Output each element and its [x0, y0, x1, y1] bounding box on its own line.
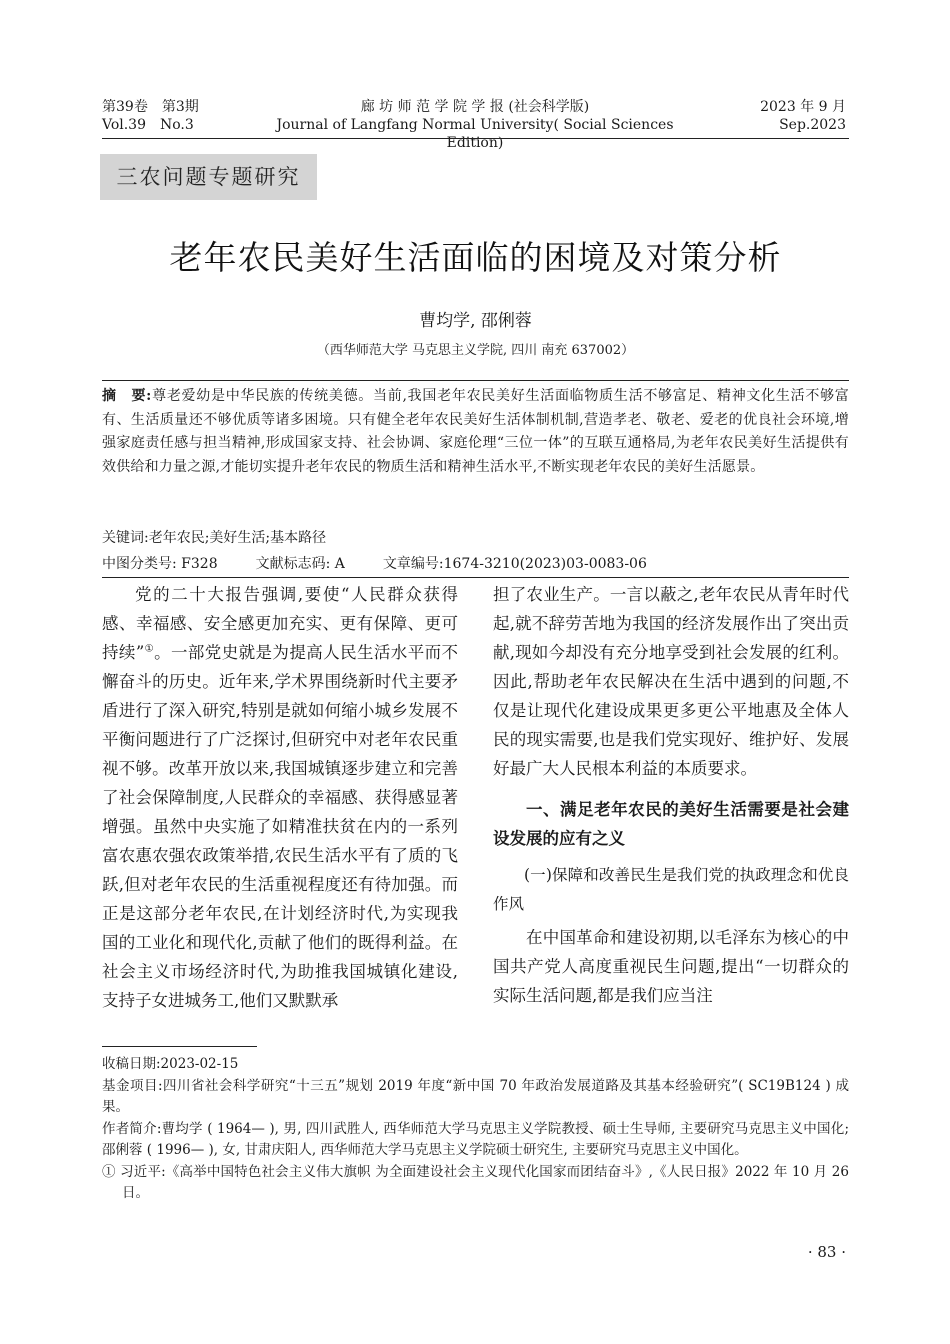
- footnote-ref: ①: [144, 643, 155, 655]
- abstract-top-rule: [102, 380, 849, 381]
- section-heading-1: 一、满足老年农民的美好生活需要是社会建设发展的应有之义: [493, 800, 849, 848]
- footnote-rule: [102, 1046, 257, 1047]
- running-header-date: [760, 98, 846, 134]
- affiliation: （西华师范大学 马克思主义学院, 四川 南充 637002）: [316, 343, 635, 358]
- abstract-text: 尊老爱幼是中华民族的传统美德。当前,我国老年农民美好生活面临物质生活不够富足、精神文化生活不够富有、生活质量还不够优质等诸多困境。只有健全老年农民美好生活体制机制,营造孝老、敬老、爱老的优良社会环境,增强家庭责任感与担当精神,形成国家支持、社会协调、家庭伦理“三位一体”的互联互通格局,为老年农民美好生活提供有效供给和力量之源,才能切实提升老年农民的物质生活和精神生活水平,不断实现老年农民的美好生活愿景。: [102, 388, 849, 475]
- section-tag: 三农问题专题研究: [100, 154, 317, 200]
- paper-title: 老年农民美好生活面临的困境及对策分析: [169, 238, 782, 277]
- body-paragraph: [102, 580, 458, 1015]
- body-top-rule: [102, 577, 849, 578]
- body-paragraph: 担了农业生产。一言以蔽之,老年农民从青年时代起,就不辞劳苦地为我国的经济发展作出了突出贡献,现如今却没有充分地享受到社会发展的红利。因此,帮助老年农民解决在生活中遇到的问题,不仅是让现代化建设成果更多更公平地惠及全体人民的现实需要,也是我们党实现好、维护好、发展好最广大人民根本利益的本质要求。: [493, 585, 849, 778]
- body-column-left: [102, 580, 458, 1015]
- journal-name-cn: 廊 坊 师 范 学 院 学 报 (社会科学版): [360, 99, 590, 115]
- body-paragraph: 在中国革命和建设初期,以毛泽东为核心的中国共产党人高度重视民生问题,提出“一切群众的实际生活问题,都是我们应当注: [493, 928, 849, 1005]
- volume-issue-en: Vol.39 No.3: [102, 117, 194, 133]
- footnotes: [102, 1054, 849, 1205]
- date-cn: 2023 年 9 月: [760, 99, 846, 115]
- abstract: [102, 385, 849, 479]
- volume-issue-cn: 第39卷 第3期: [102, 99, 199, 115]
- body-column-right: [493, 580, 849, 1010]
- document-code: 文献标志码: A: [255, 556, 345, 572]
- keywords-label: 关键词:: [102, 530, 149, 546]
- keywords-text: 老年农民;美好生活;基本路径: [148, 530, 327, 546]
- classification-line: [102, 552, 849, 576]
- keywords: [102, 527, 849, 549]
- date-en: Sep.2023: [779, 117, 846, 133]
- article-number: 文章编号:1674-3210(2023)03-0083-06: [382, 556, 647, 572]
- clc-number: 中图分类号: F328: [102, 556, 218, 572]
- journal-name-en: Journal of Langfang Normal University( Social Sciences Edition): [276, 117, 674, 151]
- subsection-heading-1: (一)保障和改善民生是我们党的执政理念和优良作风: [493, 866, 849, 913]
- running-header-volume: [102, 98, 199, 134]
- received-date: 收稿日期:2023-02-15: [102, 1056, 239, 1072]
- fund-info: 基金项目:四川省社会科学研究“十三五”规划 2019 年度“新中国 70 年政治发展道路及其基本经验研究”( SC19B124 ) 成果。: [102, 1077, 849, 1115]
- page-number: · 83 ·: [807, 1243, 846, 1261]
- paragraph-text: 。一部党史就是为提高人民生活水平而不懈奋斗的历史。近年来,学术界围绕新时代主要矛盾进行了深入研究,特别是就如何缩小城乡发展不平衡问题进行了广泛探讨,但研究中对老年农民重视不够。改革开放以来,我国城镇逐步建立和完善了社会保障制度,人民群众的幸福感、获得感显著增强。虽然中央实施了如精准扶贫在内的一系列富农惠农强农政策举措,农民生活水平有了质的飞跃,但对老年农民的生活重视程度还有待加强。而正是这部分老年农民,在计划经济时代,为实现我国的工业化和现代化,贡献了他们的既得利益。在社会主义市场经济时代,为助推我国城镇化建设,支持子女进城务工,他们又默默承: [102, 643, 459, 1010]
- running-header-journal: [250, 98, 700, 152]
- author-bio: 作者简介:曹均学 ( 1964— ), 男, 四川武胜人, 西华师范大学马克思主义学院教授、硕士生导师, 主要研究马克思主义中国化; 邵俐蓉 ( 1996— ), 女, 甘肃庆阳人, 西华师范大学马克思主义学院硕士研究生, 主要研究马克思主义中国化。: [102, 1120, 849, 1158]
- paragraph-text: 党的二十大报告强调,要使“人民群众获得感、幸福感、安全感更加充实、更有保障、更可持续”: [102, 585, 458, 662]
- abstract-label: 摘 要:: [102, 388, 152, 404]
- authors: 曹均学, 邵俐蓉: [419, 311, 532, 331]
- footnote-1: ① 习近平:《高举中国特色社会主义伟大旗帜 为全面建设社会主义现代化国家而团结奋斗》,《人民日报》2022 年 10 月 26 日。: [102, 1163, 849, 1201]
- header-rule: [102, 138, 849, 139]
